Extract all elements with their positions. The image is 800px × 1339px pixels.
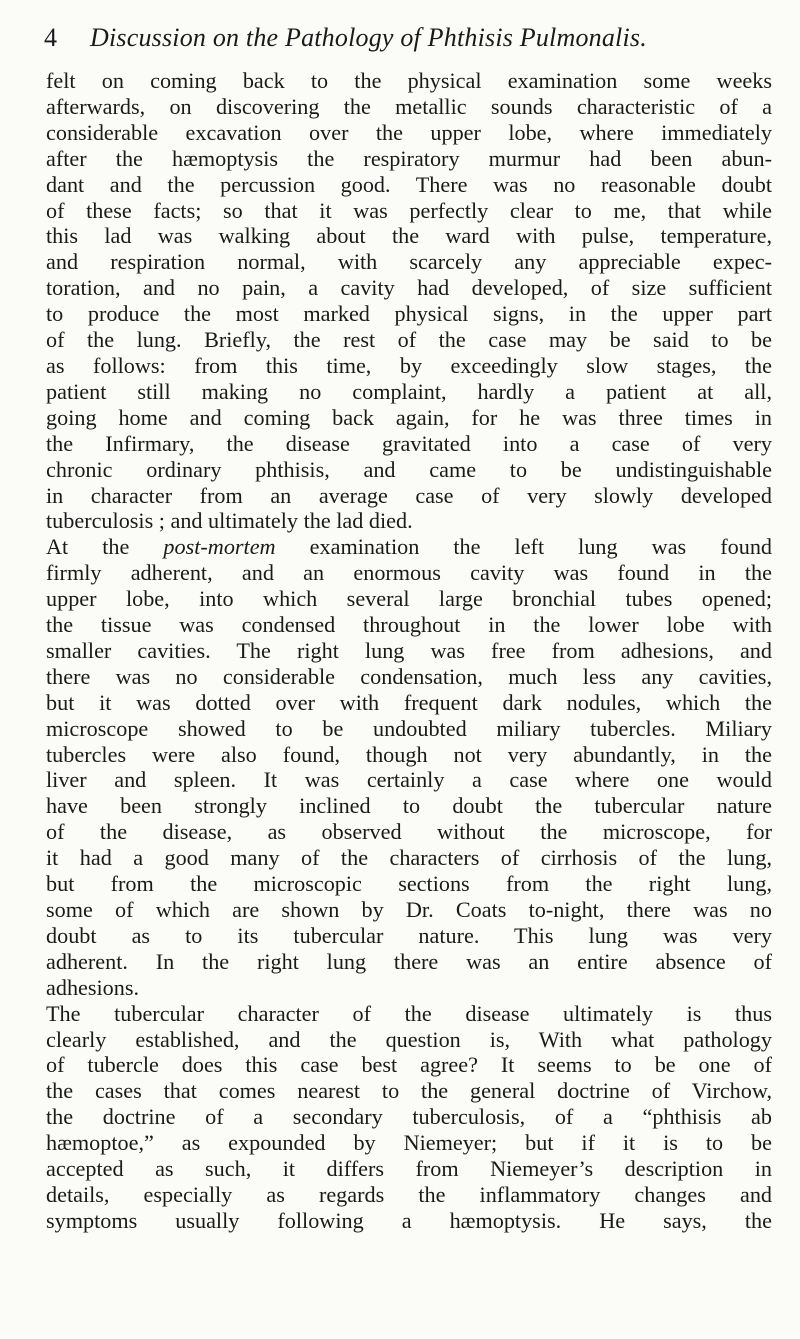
text-line: the doctrine of a secondary tuberculosis, of a “phthisis ab — [46, 1104, 772, 1130]
text-line: and respiration normal, with scarcely any appreciable expec- — [46, 249, 772, 275]
text-line: microscope showed to be undoubted miliary tubercles. Miliary — [46, 715, 772, 741]
text-line: tuberculosis ; and ultimately the lad died. — [46, 508, 413, 534]
text-line: have been strongly inclined to doubt the tubercular nature — [46, 793, 772, 819]
text-line: The tubercular character of the disease ultimately is thus — [46, 1000, 772, 1026]
text-line: of the lung. Briefly, the rest of the case may be said to be — [46, 327, 772, 353]
text-line: after the hæmoptysis the respiratory murmur had been abun- — [46, 145, 772, 171]
text-line: to produce the most marked physical signs, in the upper part — [46, 301, 772, 327]
text-line: some of which are shown by Dr. Coats to-night, there was no — [46, 897, 772, 922]
text-line: of tubercle does this case best agree? It seems to be one of — [46, 1052, 772, 1078]
running-header — [44, 20, 764, 56]
text-line: but from the microscopic sections from the right lung, — [46, 871, 772, 897]
text-line: the tissue was condensed throughout in the lower lobe with — [46, 612, 772, 638]
text-line: firmly adherent, and an enormous cavity was found in the — [46, 560, 772, 586]
text-line: this lad was walking about the ward with pulse, temperature, — [46, 223, 772, 249]
text-line-post-mortem — [46, 534, 772, 560]
text-line: tubercles were also found, though not very abundantly, in the — [46, 741, 772, 767]
text-line: there was no considerable condensation, much less any cavities, — [46, 663, 772, 689]
text-line: hæmoptoe,” as expounded by Niemeyer; but if it is to be — [46, 1130, 772, 1156]
text-line: details, especially as regards the inflammatory changes and — [46, 1181, 772, 1207]
text-line: afterwards, on discovering the metallic sounds characteristic of a — [46, 93, 772, 119]
running-title: Discussion on the Pathology of Phthisis Pulmonalis. — [90, 23, 647, 52]
text-line: going home and coming back again, for he was three times in — [46, 404, 772, 430]
text-line: the cases that comes nearest to the general doctrine of Virchow, — [46, 1078, 772, 1104]
text-line: the Infirmary, the disease gravitated into a case of very — [46, 430, 772, 456]
text-line: accepted as such, it differs from Niemeyer’s description in — [46, 1156, 772, 1182]
text-line: adherent. In the right lung there was an entire absence of — [46, 948, 772, 974]
text-line: doubt as to its tubercular nature. This lung was very — [46, 922, 772, 948]
text-line: patient still making no complaint, hardly a patient at all, — [46, 378, 772, 404]
text-line: but it was dotted over with frequent dark nodules, which the — [46, 689, 772, 715]
post-mortem-line-text: At the post-mortem examination the left lung was found — [46, 534, 772, 560]
text-line: adhesions. — [46, 974, 140, 1000]
text-line: in character from an average case of very slowly developed — [46, 482, 772, 508]
body-text — [46, 68, 772, 1234]
text-line: smaller cavities. The right lung was free from adhesions, and — [46, 637, 772, 663]
text-line: as follows: from this time, by exceedingly slow stages, the — [46, 352, 772, 378]
text-line: considerable excavation over the upper lobe, where immediately — [46, 119, 772, 145]
text-line: liver and spleen. It was certainly a case where one would — [46, 767, 772, 793]
text-line: dant and the percussion good. There was no reasonable doubt — [46, 171, 772, 197]
italic-term: post-mortem — [163, 534, 276, 560]
page-number: 4 — [44, 23, 57, 52]
text-line: clearly established, and the question is, With what pathology — [46, 1026, 772, 1052]
text-line: toration, and no pain, a cavity had developed, of size sufficient — [46, 275, 772, 301]
text-line: of the disease, as observed without the microscope, for — [46, 819, 772, 845]
text-line: it had a good many of the characters of cirrhosis of the lung, — [46, 845, 772, 871]
text-line: upper lobe, into which several large bronchial tubes opened; — [46, 586, 772, 612]
text-line: of these facts; so that it was perfectly clear to me, that while — [46, 197, 772, 223]
text-line: symptoms usually following a hæmoptysis. He says, the — [46, 1207, 772, 1233]
text-line: chronic ordinary phthisis, and came to be undistinguishable — [46, 456, 772, 482]
text-line: felt on coming back to the physical examination some weeks — [46, 68, 772, 93]
